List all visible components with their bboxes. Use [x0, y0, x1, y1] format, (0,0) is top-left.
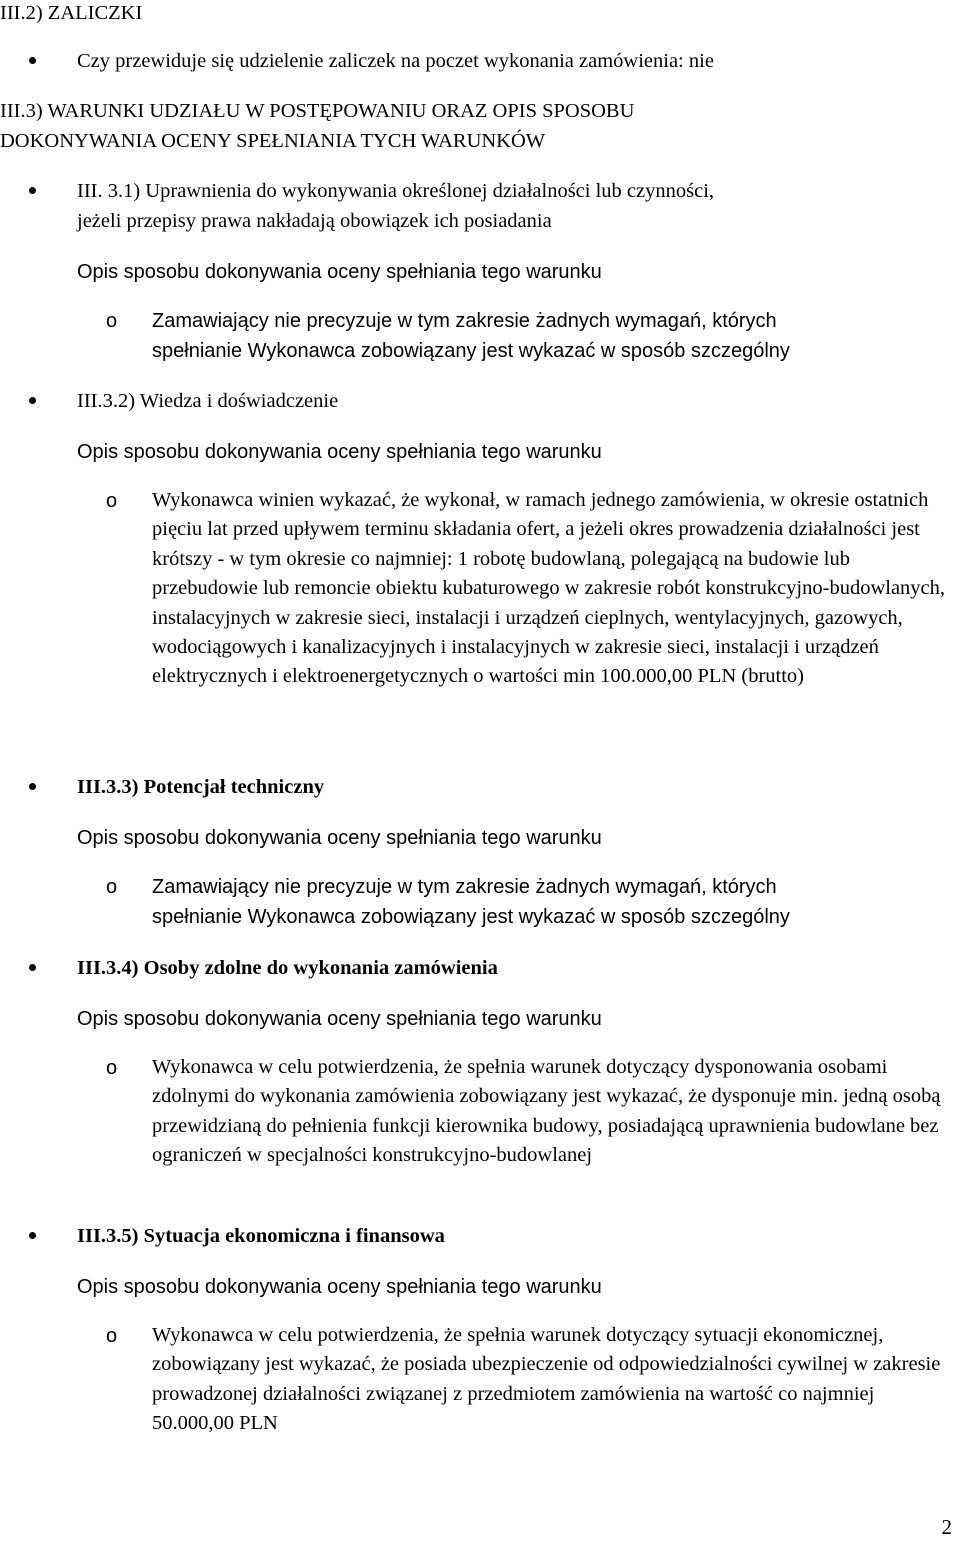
bullet	[29, 1232, 36, 1239]
bullet	[29, 783, 36, 790]
bullet	[29, 397, 36, 404]
item-5-title: III.3.5) Sytuacja ekonomiczna i finansowa	[77, 1225, 445, 1247]
opis-label: Opis sposobu dokonywania oceny spełniania tego warunku	[77, 261, 602, 283]
circle-marker: o	[106, 876, 118, 898]
bullet	[29, 187, 36, 194]
bullet	[29, 57, 36, 64]
circle-marker: o	[106, 1325, 118, 1347]
opis-label: Opis sposobu dokonywania oceny spełniania tego warunku	[77, 1276, 602, 1298]
section-3-heading-line2: DOKONYWANIA OCENY SPEŁNIANIA TYCH WARUNKÓW	[0, 130, 546, 152]
circle-marker: o	[106, 490, 118, 512]
circle-marker: o	[106, 1057, 118, 1079]
item-1-title-line2: jeżeli przepisy prawa nakładają obowiązek ich posiadania	[77, 210, 552, 232]
item-3-desc-line1: Zamawiający nie precyzuje w tym zakresie żadnych wymagań, których	[152, 876, 777, 898]
item-3-desc-line2: spełnianie Wykonawca zobowiązany jest wykazać w sposób szczególny	[152, 906, 790, 928]
opis-label: Opis sposobu dokonywania oceny spełniania tego warunku	[77, 441, 602, 463]
zaliczki-answer: nie	[688, 50, 714, 72]
bullet	[29, 964, 36, 971]
item-2-title: III.3.2) Wiedza i doświadczenie	[77, 390, 339, 412]
circle-marker: o	[106, 310, 118, 332]
item-1-desc-line2: spełnianie Wykonawca zobowiązany jest wykazać w sposób szczególny	[152, 340, 790, 362]
item-2-desc: Wykonawca winien wykazać, że wykonał, w ramach jednego zamówienia, w okresie ostatnich pięciu lat przed upływem terminu składania ofert, a jeżeli okres prowadzenia działalności jest krótszy - w tym okresie co najmniej: 1 robotę budowlaną, polegającą na budowie lub przebudowie lub remoncie obiektu kubaturowego w zakresie robót konstrukcyjno-budowlanych, instalacyjnych w zakresie sieci, instalacji i urządzeń cieplnych, wentylacyjnych, gazowych, wodociągowych i kanalizacyjnych i instalacyjnych w zakresie sieci, instalacji i urządzeń elektrycznych i elektroenergetycznych o wartości min 100.000,00 PLN (brutto)	[152, 489, 946, 688]
item-5-desc: Wykonawca w celu potwierdzenia, że spełnia warunek dotyczący sytuacji ekonomicznej, zobowiązany jest wykazać, że posiada ubezpieczenie od odpowiedzialności cywilnej w zakresie prowadzonej działalności związanej z przedmiotem zamówienia na wartość co najmniej 50.000,00 PLN	[152, 1324, 941, 1435]
opis-label: Opis sposobu dokonywania oceny spełniania tego warunku	[77, 827, 602, 849]
item-4-title: III.3.4) Osoby zdolne do wykonania zamówienia	[77, 957, 498, 979]
section-3-heading-line1: III.3) WARUNKI UDZIAŁU W POSTĘPOWANIU ORAZ OPIS SPOSOBU	[0, 100, 635, 122]
section-2-heading: III.2) ZALICZKI	[0, 2, 143, 24]
item-4-desc: Wykonawca w celu potwierdzenia, że spełnia warunek dotyczący dysponowania osobami zdolnymi do wykonania zamówienia zobowiązany jest wykazać, że dysponuje min. jedną osobą przewidzianą do pełnienia funkcji kierownika budowy, posiadającą uprawnienia budowlane bez ograniczeń w specjalności konstrukcyjno-budowlanej	[152, 1056, 941, 1167]
opis-label: Opis sposobu dokonywania oceny spełniania tego warunku	[77, 1008, 602, 1030]
page-number: 2	[941, 1515, 952, 1539]
item-1-desc-line1: Zamawiający nie precyzuje w tym zakresie żadnych wymagań, których	[152, 310, 777, 332]
item-1-title-line1: III. 3.1) Uprawnienia do wykonywania określonej działalności lub czynności,	[77, 180, 715, 202]
item-3-title: III.3.3) Potencjał techniczny	[77, 776, 325, 798]
zaliczki-question: Czy przewiduje się udzielenie zaliczek na poczet wykonania zamówienia: nie	[77, 50, 714, 72]
